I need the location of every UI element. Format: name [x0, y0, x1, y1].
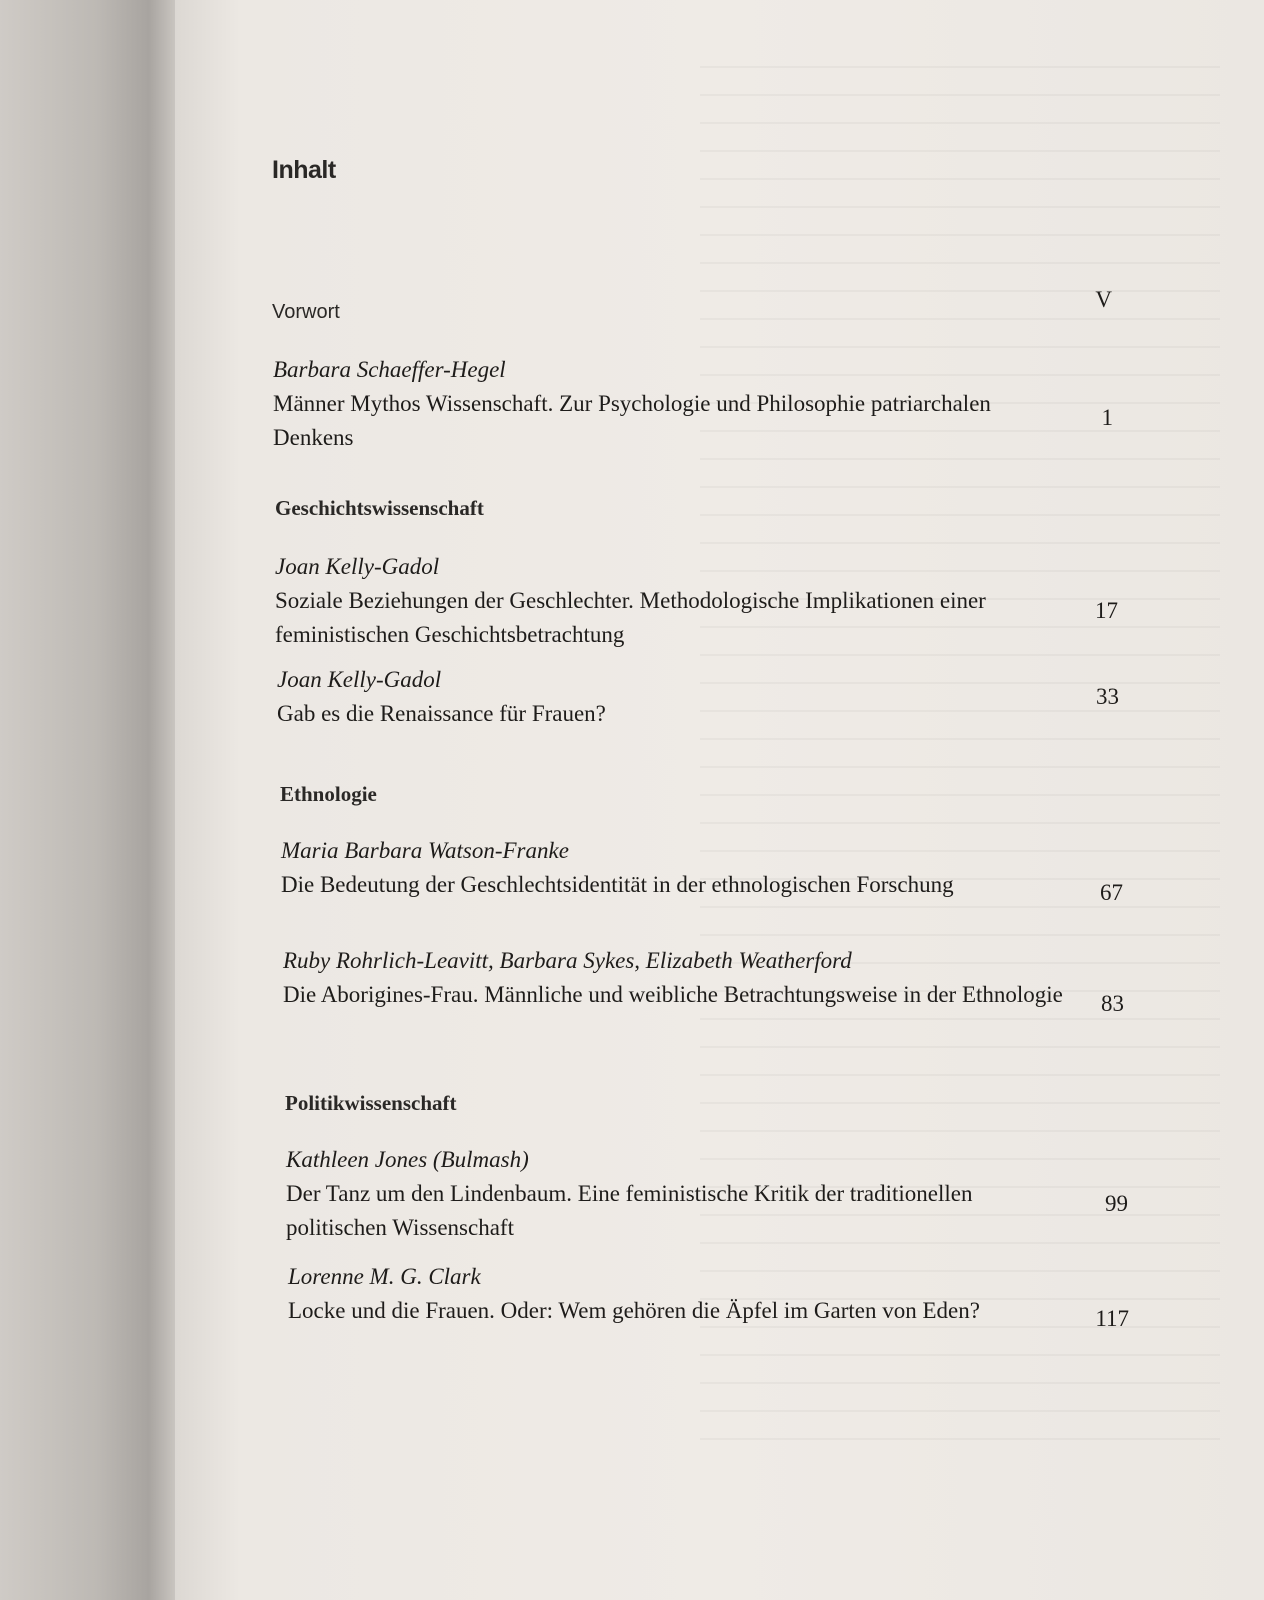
- toc-entry: [277, 663, 1067, 731]
- toc-entry: [275, 550, 1065, 652]
- entry-page-number: 99: [1105, 1191, 1128, 1216]
- entry-author: Ruby Rohrlich-Leavitt, Barbara Sykes, Elizabeth Weatherford: [283, 948, 852, 973]
- entry-author: Joan Kelly-Gadol: [275, 554, 440, 579]
- entry-page-number: 33: [1096, 684, 1119, 709]
- entry-page-number: 17: [1095, 598, 1118, 623]
- section-heading-ethnologie: Ethnologie: [280, 782, 377, 806]
- toc-entry: [273, 353, 1063, 455]
- preface-page-number: V: [1095, 287, 1112, 312]
- preface-label: Vorwort: [272, 301, 340, 323]
- book-gutter-shadow: [0, 0, 175, 1600]
- entry-title: Der Tanz um den Lindenbaum. Eine feministische Kritik der traditionellen politischen Wissenschaft: [286, 1181, 973, 1240]
- entry-author: Maria Barbara Watson-Franke: [281, 838, 569, 863]
- toc-entry: [281, 834, 1071, 902]
- section-heading-geschichtswissenschaft: Geschichtswissenschaft: [275, 496, 484, 520]
- entry-title: Männer Mythos Wissenschaft. Zur Psychologie und Philosophie patriarchalen Denkens: [273, 391, 991, 450]
- entry-title: Soziale Beziehungen der Geschlechter. Methodologische Implikationen einer feministischen Geschichtsbetrachtung: [275, 588, 986, 647]
- entry-author: Barbara Schaeffer-Hegel: [273, 357, 506, 382]
- toc-entry: [286, 1143, 1076, 1245]
- toc-entry: [288, 1260, 1078, 1328]
- toc-entry: [283, 944, 1073, 1012]
- entry-title: Die Bedeutung der Geschlechtsidentität in der ethnologischen Forschung: [281, 872, 954, 897]
- entry-title: Locke und die Frauen. Oder: Wem gehören die Äpfel im Garten von Eden?: [288, 1298, 980, 1323]
- entry-page-number: 1: [1101, 405, 1113, 430]
- entry-title: Gab es die Renaissance für Frauen?: [277, 701, 606, 726]
- page-title: Inhalt: [272, 156, 336, 184]
- entry-page-number: 67: [1100, 880, 1123, 905]
- entry-author: Lorenne M. G. Clark: [288, 1264, 481, 1289]
- entry-author: Joan Kelly-Gadol: [277, 667, 442, 692]
- entry-title: Die Aborigines-Frau. Männliche und weibliche Betrachtungsweise in der Ethnologie: [283, 982, 1063, 1007]
- entry-page-number: 117: [1095, 1306, 1129, 1331]
- entry-author: Kathleen Jones (Bulmash): [286, 1147, 529, 1172]
- section-heading-politikwissenschaft: Politikwissenschaft: [285, 1091, 457, 1115]
- entry-page-number: 83: [1101, 991, 1124, 1016]
